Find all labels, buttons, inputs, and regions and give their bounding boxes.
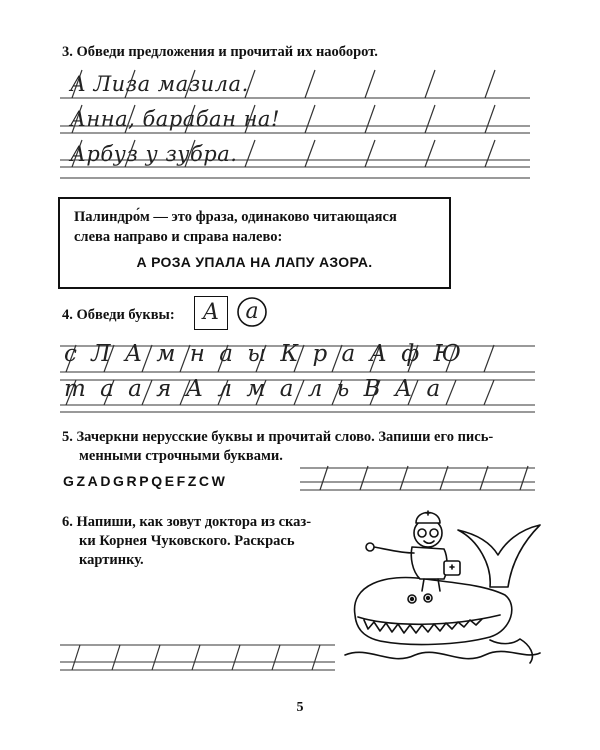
latin-letters-row: GZADGRPQEFZCW (63, 473, 228, 489)
sample-lowercase-holder (236, 296, 268, 328)
whale-doctor-illustration[interactable] (340, 495, 545, 680)
task6-line-2: ки Корнея Чуковского. Раскрась (79, 533, 295, 549)
task4-instruction: Обведи буквы: (76, 307, 175, 323)
task6-heading (62, 513, 311, 532)
task5-number: 5. (62, 429, 73, 445)
palindrome-term: Палиндро́м (74, 209, 150, 225)
task6-line-3: картинку. (79, 552, 144, 568)
task3-script-line-1[interactable]: А Лиза мазила. (70, 72, 249, 96)
task4-number: 4. (62, 307, 73, 323)
task3-instruction: Обведи предложения и прочитай их наоборот. (76, 44, 378, 60)
palindrome-phrase: А РОЗА УПАЛА НА ЛАПУ АЗОРА. (136, 254, 373, 270)
palindrome-box (58, 197, 451, 289)
task3-number: 3. (62, 44, 73, 60)
task6-line-1: Напиши, как зовут доктора из сказ- (76, 514, 312, 530)
task6-number: 6. (62, 514, 73, 530)
palindrome-definition (74, 207, 436, 247)
sample-lowercase-letter: а (245, 299, 259, 324)
task4-letters-row-1[interactable]: с Л А м н а ы К р а А ф Ю (64, 341, 462, 367)
task5-instruction-line-1: Зачеркни нерусские буквы и прочитай слово. Запиши его пись- (76, 429, 494, 445)
palindrome-definition-text: — это фраза, одинаково читающаяся слева направо и справа налево: (74, 209, 397, 245)
task3-script-line-3[interactable]: Арбуз у зубра. (70, 142, 238, 166)
page-number: 5 (296, 700, 304, 715)
task4-heading (62, 306, 175, 325)
task4-letters-row-2[interactable]: т а а я А л м а л ь В А а (64, 376, 441, 402)
task5-instruction-line-2: менными строчными буквами. (79, 448, 283, 464)
task3-script-line-2[interactable]: Анна, барабан на! (70, 107, 280, 131)
task5-heading (62, 428, 493, 447)
sample-uppercase-box: А (194, 296, 228, 330)
task3-heading (62, 43, 378, 62)
